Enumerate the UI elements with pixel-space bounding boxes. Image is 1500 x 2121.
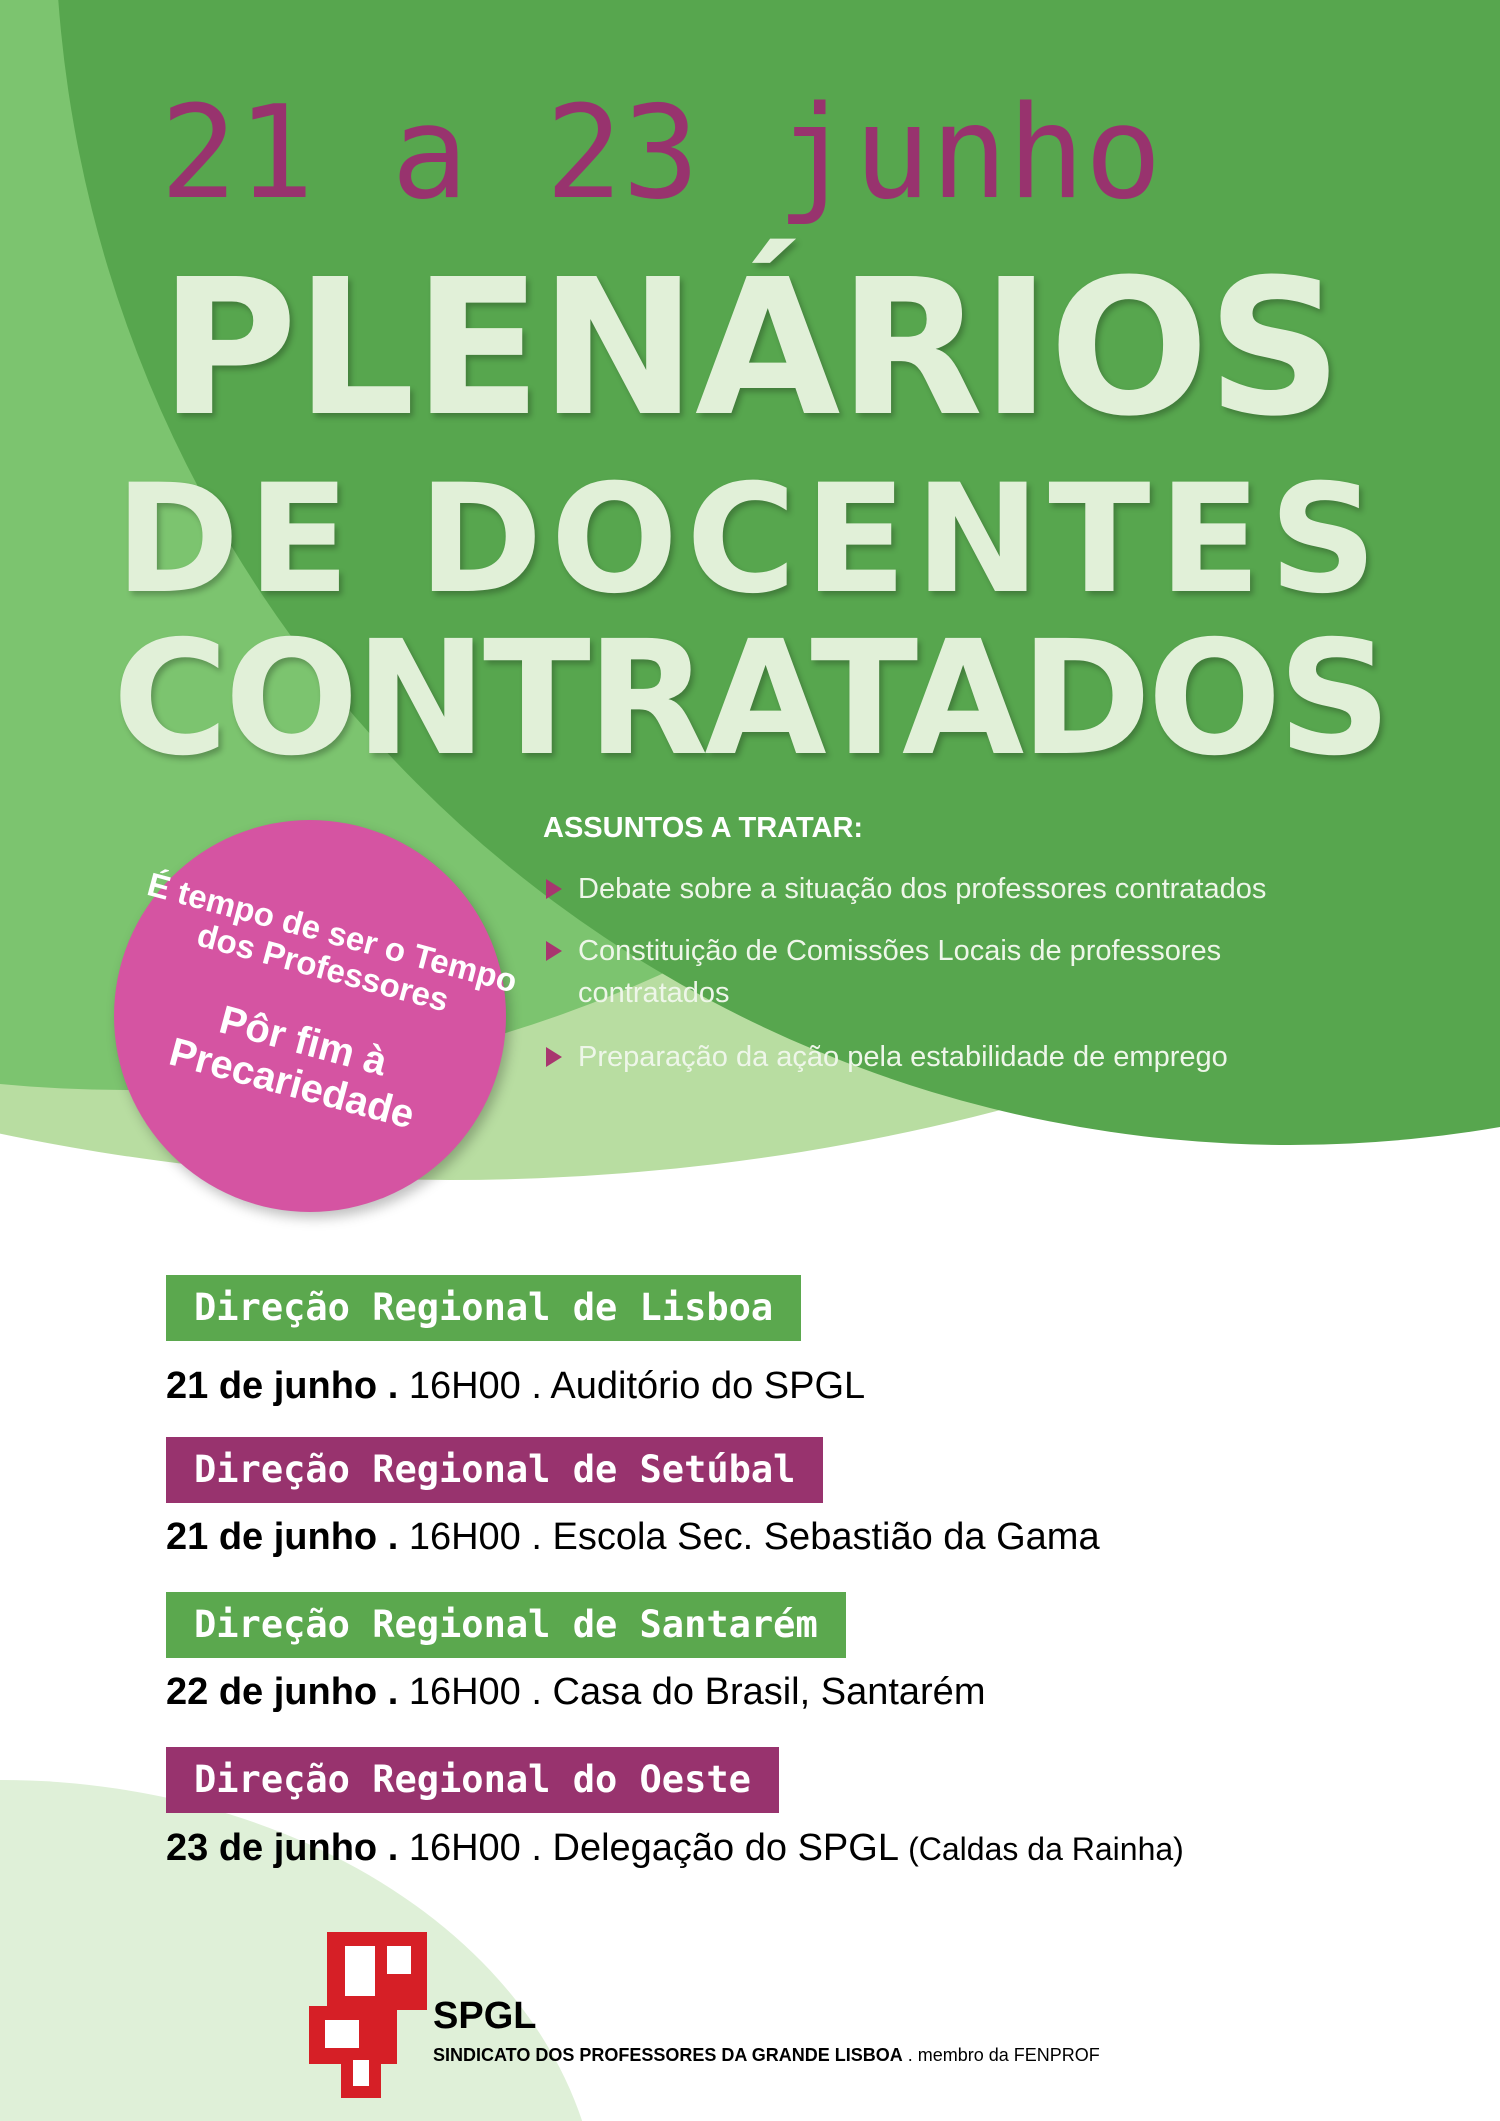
session-date: 21 de junho — [166, 1516, 378, 1558]
topic-item — [546, 1036, 1346, 1078]
session-separator: . — [387, 1827, 399, 1869]
session-separator: . — [531, 1365, 542, 1407]
session-date: 22 de junho — [166, 1671, 378, 1713]
session-time: 16H00 — [408, 1516, 521, 1558]
session-separator: . — [531, 1671, 542, 1713]
session-separator: . — [531, 1516, 542, 1558]
region-label-oeste: Direção Regional do Oeste — [166, 1747, 779, 1813]
session-time: 16H00 — [408, 1365, 521, 1407]
region-label-setubal: Direção Regional de Setúbal — [166, 1437, 823, 1503]
session-time: 16H00 — [408, 1827, 521, 1869]
session-time: 16H00 — [408, 1671, 521, 1713]
topic-item — [546, 868, 1346, 910]
region-label-santarem: Direção Regional de Santarém — [166, 1592, 846, 1658]
session-place: Casa do Brasil, Santarém — [552, 1671, 986, 1713]
topic-text: Debate sobre a situação dos professores contratados — [578, 873, 1267, 905]
session-details — [166, 1367, 865, 1405]
badge-slogan-1: É tempo de ser o Tempo dos Professores — [143, 865, 522, 1019]
title-line-3: CONTRATADOS — [112, 607, 1388, 791]
triangle-bullet-icon — [546, 879, 562, 899]
topics-heading: ASSUNTOS A TRATAR: — [543, 812, 864, 844]
title-line-2: DE DOCENTES — [114, 453, 1386, 627]
region-label-lisboa: Direção Regional de Lisboa — [166, 1275, 801, 1341]
date-range: 21 a 23 junho — [160, 79, 1162, 228]
session-details — [166, 1829, 1184, 1867]
session-details — [166, 1673, 985, 1711]
org-membership: . membro da FENPROF — [907, 2045, 1100, 2065]
session-separator: . — [387, 1516, 399, 1558]
triangle-bullet-icon — [546, 941, 562, 961]
session-separator: . — [387, 1365, 399, 1407]
topic-item — [546, 930, 1346, 1014]
session-place: Escola Sec. Sebastião da Gama — [552, 1516, 1100, 1558]
spgl-logo-icon — [305, 1920, 435, 2100]
slogan-badge — [114, 820, 522, 1212]
session-date: 23 de junho — [166, 1827, 378, 1869]
title-line-1: PLENÁRIOS — [159, 239, 1341, 458]
session-date: 21 de junho — [166, 1365, 378, 1407]
topic-text: Constituição de Comissões Locais de professores contratados — [578, 935, 1222, 1009]
triangle-bullet-icon — [546, 1047, 562, 1067]
session-note: (Caldas da Rainha) — [908, 1831, 1184, 1867]
org-abbreviation: SPGL — [433, 1995, 537, 2037]
session-place: Auditório do SPGL — [550, 1365, 866, 1407]
session-details — [166, 1518, 1100, 1556]
session-separator: . — [531, 1827, 542, 1869]
org-full-name — [433, 2045, 1100, 2066]
topic-text: Preparação da ação pela estabilidade de emprego — [578, 1041, 1228, 1073]
session-place: Delegação do SPGL — [552, 1827, 898, 1869]
org-name: SINDICATO DOS PROFESSORES DA GRANDE LISBOA — [433, 2045, 903, 2065]
badge-slogan-2: Pôr fim à Precariedade — [164, 997, 419, 1138]
session-separator: . — [387, 1671, 399, 1713]
